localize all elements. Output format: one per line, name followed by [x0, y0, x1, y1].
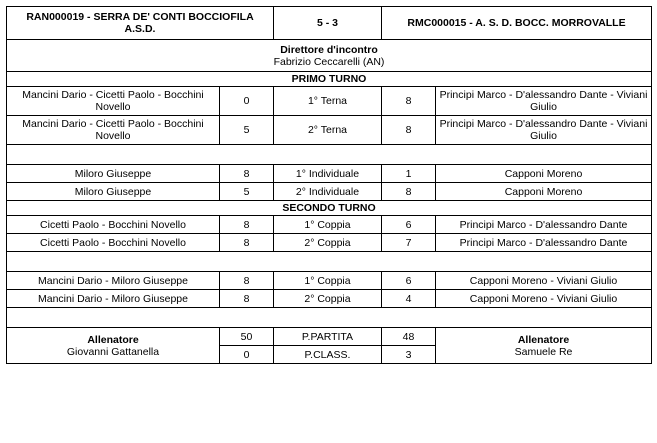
table-row	[7, 183, 652, 201]
away-players: Principi Marco - D'alessandro Dante - Viviani Giulio	[436, 116, 652, 145]
game-type: 1° Coppia	[274, 216, 382, 234]
spacer-row	[7, 252, 652, 272]
table-row	[7, 87, 652, 116]
class-label: P.CLASS.	[274, 346, 382, 364]
director-name: Fabrizio Ceccarelli (AN)	[273, 55, 385, 68]
home-players: Miloro Giuseppe	[7, 183, 220, 201]
away-players: Principi Marco - D'alessandro Dante	[436, 234, 652, 252]
director-cell	[7, 40, 652, 72]
table-row	[7, 234, 652, 252]
home-score: 0	[220, 87, 274, 116]
away-score: 1	[382, 165, 436, 183]
partita-away: 48	[382, 328, 436, 346]
spacer-cell	[7, 145, 652, 165]
away-coach-label: Allenatore	[517, 333, 570, 346]
home-players: Cicetti Paolo - Bocchini Novello	[7, 234, 220, 252]
home-players: Mancini Dario - Miloro Giuseppe	[7, 290, 220, 308]
away-players: Capponi Moreno - Viviani Giulio	[436, 290, 652, 308]
away-score: 6	[382, 272, 436, 290]
away-score: 7	[382, 234, 436, 252]
spacer-row	[7, 145, 652, 165]
section-title-primo: PRIMO TURNO	[7, 72, 652, 87]
home-score: 8	[220, 290, 274, 308]
section-title-secondo: SECONDO TURNO	[7, 201, 652, 216]
spacer-cell	[7, 308, 652, 328]
game-type: 1° Individuale	[274, 165, 382, 183]
away-coach-name: Samuele Re	[514, 345, 573, 358]
table-row	[7, 116, 652, 145]
table-row	[7, 216, 652, 234]
game-type: 2° Terna	[274, 116, 382, 145]
table-row	[7, 290, 652, 308]
home-team: RAN000019 - SERRA DE' CONTI BOCCIOFILA A.S.D.	[7, 7, 274, 40]
director-label: Direttore d'incontro	[280, 43, 378, 56]
home-score: 8	[220, 234, 274, 252]
away-score: 6	[382, 216, 436, 234]
home-players: Miloro Giuseppe	[7, 165, 220, 183]
section-header	[7, 201, 652, 216]
home-players: Cicetti Paolo - Bocchini Novello	[7, 216, 220, 234]
game-type: 2° Individuale	[274, 183, 382, 201]
partita-label: P.PARTITA	[274, 328, 382, 346]
director-row	[7, 40, 652, 72]
away-score: 4	[382, 290, 436, 308]
away-players: Capponi Moreno	[436, 183, 652, 201]
match-score: 5 - 3	[274, 7, 382, 40]
home-coach-label: Allenatore	[87, 333, 139, 346]
away-score: 8	[382, 87, 436, 116]
spacer-row	[7, 308, 652, 328]
away-score: 8	[382, 116, 436, 145]
away-players: Capponi Moreno	[436, 165, 652, 183]
spacer-cell	[7, 252, 652, 272]
away-coach-cell	[436, 328, 652, 364]
table-row	[7, 165, 652, 183]
table-row	[7, 272, 652, 290]
home-score: 8	[220, 272, 274, 290]
home-coach-name: Giovanni Gattanella	[66, 345, 160, 358]
away-score: 8	[382, 183, 436, 201]
class-home: 0	[220, 346, 274, 364]
game-type: 2° Coppia	[274, 290, 382, 308]
away-players: Principi Marco - D'alessandro Dante - Viviani Giulio	[436, 87, 652, 116]
home-score: 8	[220, 216, 274, 234]
away-players: Capponi Moreno - Viviani Giulio	[436, 272, 652, 290]
home-score: 5	[220, 183, 274, 201]
home-score: 8	[220, 165, 274, 183]
header-row	[7, 7, 652, 40]
home-coach-cell	[7, 328, 220, 364]
section-header	[7, 72, 652, 87]
match-report-table	[6, 6, 652, 364]
class-away: 3	[382, 346, 436, 364]
partita-home: 50	[220, 328, 274, 346]
home-players: Mancini Dario - Miloro Giuseppe	[7, 272, 220, 290]
footer-row-partita	[7, 328, 652, 346]
home-score: 5	[220, 116, 274, 145]
away-players: Principi Marco - D'alessandro Dante	[436, 216, 652, 234]
game-type: 1° Coppia	[274, 272, 382, 290]
game-type: 1° Terna	[274, 87, 382, 116]
game-type: 2° Coppia	[274, 234, 382, 252]
home-players: Mancini Dario - Cicetti Paolo - Bocchini Novello	[7, 116, 220, 145]
home-players: Mancini Dario - Cicetti Paolo - Bocchini Novello	[7, 87, 220, 116]
away-team: RMC000015 - A. S. D. BOCC. MORROVALLE	[382, 7, 652, 40]
